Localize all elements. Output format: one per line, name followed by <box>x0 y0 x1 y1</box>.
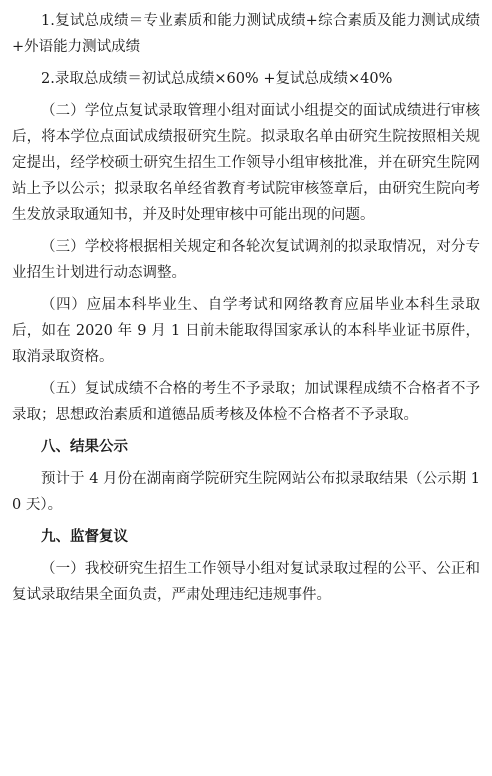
heading-results-publicity: 八、结果公示 <box>41 439 128 455</box>
paragraph-publicity-schedule: 预计于 4 月份在湖南商学院研究生院网站公布拟录取结果（公示期 10 天）。 <box>12 471 480 513</box>
heading-supervision-review: 九、监督复议 <box>41 529 128 545</box>
formula-admission-total: 2.录取总成绩＝初试总成绩×60% +复试总成绩×40% <box>41 71 393 87</box>
paragraph-review-process: （二）学位点复试录取管理小组对面试小组提交的面试成绩进行审核后，将本学位点面试成绩报研究生院。拟录取名单由研究生院按照相关规定提出，经学校硕士研究生招生工作领导小组审核批准，并在研究生院网站上予以公示；拟录取名单经省教育考试院审核签章后，由研究生院向考生发放录取通知书，并及时处理审核中可能出现的问题。 <box>12 103 480 223</box>
paragraph-graduate-certificate: （四）应届本科毕业生、自学考试和网络教育应届毕业本科生录取后，如在 2020 年 9 月 1 日前未能取得国家承认的本科毕业证书原件，取消录取资格。 <box>12 297 480 365</box>
paragraph-supervision-duty: （一）我校研究生招生工作领导小组对复试录取过程的公平、公正和复试录取结果全面负责，严肃处理违纪违规事件。 <box>12 561 480 603</box>
paragraph-plan-adjustment: （三）学校将根据相关规定和各轮次复试调剂的拟录取情况，对分专业招生计划进行动态调整。 <box>12 239 480 281</box>
formula-retest-total: 1.复试总成绩＝专业素质和能力测试成绩+综合素质及能力测试成绩+外语能力测试成绩 <box>12 13 480 55</box>
paragraph-failed-criteria: （五）复试成绩不合格的考生不予录取；加试课程成绩不合格者不予录取；思想政治素质和道德品质考核及体检不合格者不予录取。 <box>12 381 480 423</box>
